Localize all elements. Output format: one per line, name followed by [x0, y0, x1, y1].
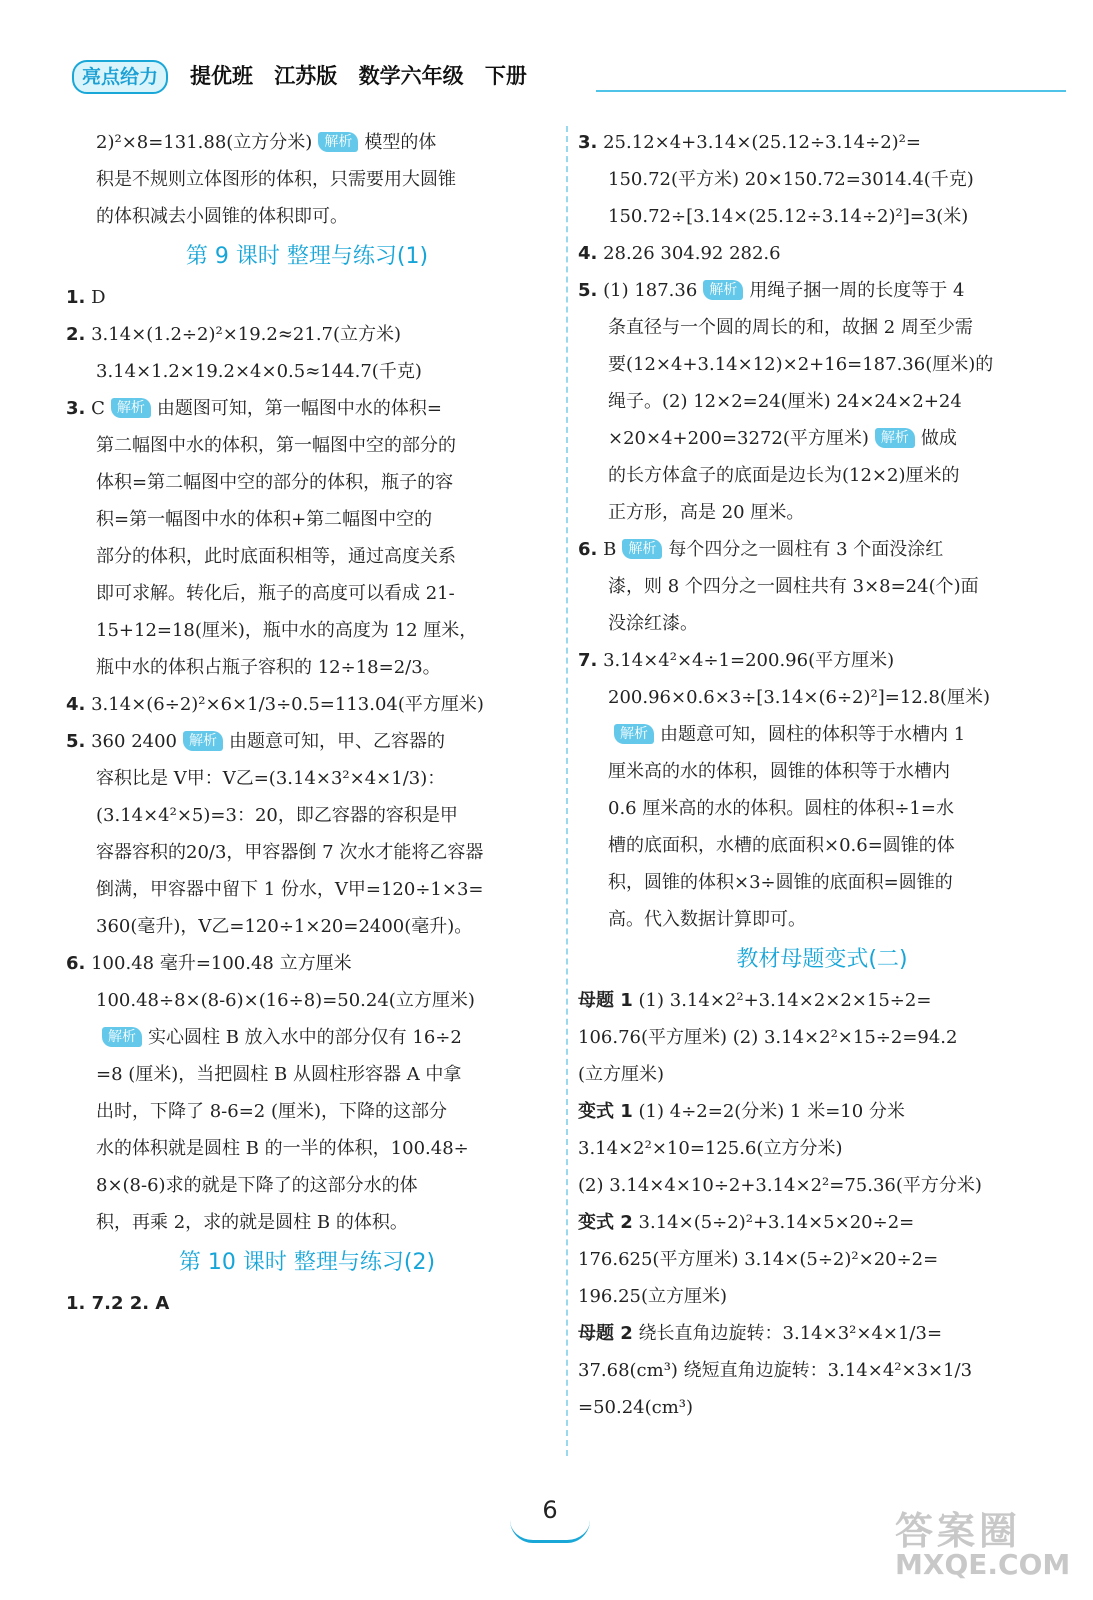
answer-text: =50.24(cm³) [578, 1397, 694, 1418]
question-number: 3. [66, 398, 86, 419]
answer-line [66, 124, 548, 161]
problem-label: 变式 2 [578, 1212, 633, 1233]
page-number: 6 [542, 1496, 558, 1524]
analysis-tag: 解析 [875, 428, 915, 448]
answer-line [66, 1019, 548, 1056]
answer-text: 28.26 304.92 282.6 [603, 243, 781, 264]
analysis-text: 实心圆柱 B 放入水中的部分仅有 16÷2 [148, 1027, 462, 1048]
answer-text: =8 (厘米)，当把圆柱 B 从圆柱形容器 A 中拿 [96, 1064, 462, 1085]
page-header [72, 58, 1062, 98]
answer-text: 第二幅图中水的体积，第一幅图中空的部分的 [96, 435, 456, 456]
answer-text: 厘米高的水的体积，圆锥的体积等于水槽内 [608, 761, 950, 782]
answer-line [66, 427, 548, 464]
book-title: 提优班 江苏版 数学六年级 下册 [190, 64, 527, 88]
answer-line [66, 945, 548, 982]
answer-text: 100.48 毫升=100.48 立方厘米 [91, 953, 352, 974]
answer-line [66, 1130, 548, 1167]
answer-line [578, 827, 1066, 864]
answer-line [578, 1167, 1066, 1204]
answer-line [66, 1204, 548, 1241]
column-divider [566, 126, 568, 1456]
question-number: 4. [66, 694, 86, 715]
answer-line [66, 316, 548, 353]
page-number-arc [510, 1520, 590, 1543]
answer-line [578, 1352, 1066, 1389]
answer-text: 高。代入数据计算即可。 [608, 909, 806, 930]
answer-text: 部分的体积，此时底面积相等，通过高度关系 [96, 546, 456, 567]
answer-text: C [91, 398, 105, 419]
answer-line [578, 457, 1066, 494]
answer-line [66, 686, 548, 723]
right-column [578, 124, 1066, 1426]
question-number: 4. [578, 243, 598, 264]
answer-text: 正方形，高是 20 厘米。 [608, 502, 805, 523]
answer-line [578, 420, 1066, 457]
answer-text: 106.76(平方厘米) (2) 3.14×2²×15÷2=94.2 [578, 1027, 958, 1048]
answer-line [578, 864, 1066, 901]
answer-text: 积，圆锥的体积×3÷圆锥的底面积=圆锥的 [608, 872, 953, 893]
section-heading: 第 9 课时 整理与练习(1) [185, 244, 429, 269]
answer-text: 出时，下降了 8-6=2 (厘米)，下降的这部分 [96, 1101, 448, 1122]
watermark-logo: 答案圈 [895, 1509, 1022, 1553]
analysis-tag: 解析 [111, 398, 151, 418]
question-number: 5. [578, 280, 598, 301]
question-number: 7. [578, 650, 598, 671]
answer-line [66, 575, 548, 612]
answer-text: 水的体积就是圆柱 B 的一半的体积，100.48÷ [96, 1138, 469, 1159]
answer-text: 的长方体盒子的底面是边长为(12×2)厘米的 [608, 465, 960, 486]
answer-line [578, 642, 1066, 679]
answer-text: 3.14×4²×4÷1=200.96(平方厘米) [603, 650, 895, 671]
analysis-tag: 解析 [318, 132, 358, 152]
answer-text: 37.68(cm³) 绕短直角边旋转：3.14×4²×3×1/3 [578, 1360, 973, 1381]
answer-line [66, 723, 548, 760]
answer-line [578, 1019, 1066, 1056]
question-number: 6. [66, 953, 86, 974]
answer-line [66, 1056, 548, 1093]
brand-badge: 亮点给力 [72, 60, 168, 94]
answer-text: 2)²×8=131.88(立方分米) [96, 132, 313, 153]
analysis-text: 用绳子捆一周的长度等于 4 [749, 280, 965, 301]
answer-line [578, 1278, 1066, 1315]
question-number: 6. [578, 539, 598, 560]
answer-line [578, 494, 1066, 531]
answer-text: 条直径与一个圆的周长的和，故捆 2 周至少需 [608, 317, 973, 338]
answer-line [578, 235, 1066, 272]
answer-line [66, 797, 548, 834]
answer-text: 360(毫升)，V乙=120÷1×20=2400(毫升)。 [96, 916, 473, 937]
answer-text: 360 2400 [91, 731, 177, 752]
answer-line [66, 760, 548, 797]
answer-text: 要(12×4+3.14×12)×2+16=187.36(厘米)的 [608, 354, 994, 375]
problem-label: 变式 1 [578, 1101, 633, 1122]
answer-text: 8×(8-6)求的就是下降了的这部分水的体 [96, 1175, 418, 1196]
answer-text: 150.72(平方米) 20×150.72=3014.4(千克) [608, 169, 974, 190]
answer-text: (1) 4÷2=2(分米) 1 米=10 分米 [638, 1101, 905, 1122]
analysis-tag: 解析 [614, 724, 654, 744]
answer-text: (2) 3.14×4×10÷2+3.14×2²=75.36(平方分米) [578, 1175, 982, 1196]
section-heading: 第 10 课时 整理与练习(2) [178, 1250, 436, 1275]
answer-text: 200.96×0.6×3÷[3.14×(6÷2)²]=12.8(厘米) [608, 687, 990, 708]
answer-line [66, 501, 548, 538]
answer-text: 即可求解。转化后，瓶子的高度可以看成 21- [96, 583, 455, 604]
answer-line [578, 346, 1066, 383]
answer-line [578, 1056, 1066, 1093]
answer-line [66, 161, 548, 198]
question-number: 2. [66, 324, 86, 345]
answer-text: 体积=第二幅图中空的部分的体积，瓶子的容 [96, 472, 454, 493]
analysis-tag: 解析 [102, 1027, 142, 1047]
left-column [66, 124, 548, 1322]
answer-text: (立方厘米) [578, 1064, 665, 1085]
analysis-tag: 解析 [183, 731, 223, 751]
answer-line [578, 982, 1066, 1019]
answer-line [578, 198, 1066, 235]
answer-line [578, 1204, 1066, 1241]
answer-text: 没涂红漆。 [608, 613, 698, 634]
answer-line [66, 612, 548, 649]
answer-text: 槽的底面积，水槽的底面积×0.6=圆锥的体 [608, 835, 955, 856]
analysis-text: 模型的体 [364, 132, 437, 153]
answer-text: 容器容积的20/3，甲容器倒 7 次水才能将乙容器 [96, 842, 484, 863]
analysis-text: 由题图可知，第一幅图中水的体积= [156, 398, 442, 419]
answer-line [66, 834, 548, 871]
answer-line [578, 568, 1066, 605]
answer-text: 绳子。(2) 12×2=24(厘米) 24×24×2+24 [608, 391, 962, 412]
analysis-tag: 解析 [622, 539, 662, 559]
analysis-text: 由题意可知，甲、乙容器的 [229, 731, 445, 752]
answer-line [66, 198, 548, 235]
answer-line [578, 161, 1066, 198]
answer-text: 3.14×(1.2÷2)²×19.2≈21.7(立方米) [91, 324, 402, 345]
answer-line [66, 538, 548, 575]
answer-text: 绕长直角边旋转：3.14×3²×4×1/3= [638, 1323, 943, 1344]
answer-line [578, 1093, 1066, 1130]
answer-text: 0.6 厘米高的水的体积。圆柱的体积÷1=水 [608, 798, 954, 819]
answer-line [578, 1241, 1066, 1278]
answer-text: 3.14×1.2×19.2×4×0.5≈144.7(千克) [96, 361, 422, 382]
answer-line [66, 279, 548, 316]
answer-line [578, 716, 1066, 753]
answer-text: 3.14×2²×10=125.6(立方分米) [578, 1138, 843, 1159]
answer-line [66, 908, 548, 945]
answer-line [578, 1130, 1066, 1167]
question-number: 5. [66, 731, 86, 752]
header-rule [596, 90, 1066, 92]
answer-line [578, 531, 1066, 568]
answer-text: 25.12×4+3.14×(25.12÷3.14÷2)²= [603, 132, 921, 153]
answer-line [66, 1093, 548, 1130]
answer-line [578, 272, 1066, 309]
answer-line: 1. 7.2 2. A [66, 1293, 170, 1314]
answer-line [578, 309, 1066, 346]
answer-line [578, 1389, 1066, 1426]
answer-line [578, 605, 1066, 642]
answer-text: 积=第一幅图中水的体积+第二幅图中空的 [96, 509, 433, 530]
answer-text: 196.25(立方厘米) [578, 1286, 728, 1307]
question-number: 1. [66, 287, 86, 308]
analysis-text: 由题意可知，圆柱的体积等于水槽内 1 [660, 724, 966, 745]
answer-line [66, 353, 548, 390]
answer-text: (1) 3.14×2²+3.14×2×2×15÷2= [638, 990, 932, 1011]
problem-label: 母题 1 [578, 990, 633, 1011]
answer-text: 瓶中水的体积占瓶子容积的 12÷18=2/3。 [96, 657, 441, 678]
answer-text: 15+12=18(厘米)，瓶中水的高度为 12 厘米， [96, 620, 478, 641]
answer-line [66, 871, 548, 908]
answer-text: 漆，则 8 个四分之一圆柱共有 3×8=24(个)面 [608, 576, 979, 597]
answer-line [578, 124, 1066, 161]
problem-label: 母题 2 [578, 1323, 633, 1344]
answer-text: 3.14×(6÷2)²×6×1/3÷0.5=113.04(平方厘米) [91, 694, 484, 715]
answer-text: B [603, 539, 617, 560]
analysis-text: 做成 [920, 428, 957, 449]
answer-line [578, 753, 1066, 790]
answer-line [66, 464, 548, 501]
answer-line [66, 1167, 548, 1204]
answer-text: 的体积减去小圆锥的体积即可。 [96, 206, 348, 227]
watermark-url: MXQE.COM [895, 1548, 1071, 1581]
answer-text: 积，再乘 2，求的就是圆柱 B 的体积。 [96, 1212, 408, 1233]
answer-line [578, 790, 1066, 827]
answer-line [66, 982, 548, 1019]
answer-text: 积是不规则立体图形的体积，只需要用大圆锥 [96, 169, 456, 190]
answer-line [66, 390, 548, 427]
analysis-tag: 解析 [703, 280, 743, 300]
answer-text: 容积比是 V甲：V乙=(3.14×3²×4×1/3)： [96, 768, 446, 789]
answer-text: (1) 187.36 [603, 280, 698, 301]
question-number: 3. [578, 132, 598, 153]
answer-text: 倒满，甲容器中留下 1 份水，V甲=120÷1×3= [96, 879, 484, 900]
analysis-text: 每个四分之一圆柱有 3 个面没涂红 [668, 539, 944, 560]
answer-text: D [91, 287, 106, 308]
answer-text: 100.48÷8×(8-6)×(16÷8)=50.24(立方厘米) [96, 990, 475, 1011]
answer-text: 3.14×(5÷2)²+3.14×5×20÷2= [638, 1212, 915, 1233]
answer-line [578, 901, 1066, 938]
answer-text: ×20×4+200=3272(平方厘米) [608, 428, 869, 449]
answer-line [66, 649, 548, 686]
section-heading: 教材母题变式(二) [736, 947, 908, 972]
answer-text: 176.625(平方厘米) 3.14×(5÷2)²×20÷2= [578, 1249, 939, 1270]
answer-line [578, 383, 1066, 420]
answer-text: 150.72÷[3.14×(25.12÷3.14÷2)²]=3(米) [608, 206, 969, 227]
answer-line [578, 1315, 1066, 1352]
answer-line [578, 679, 1066, 716]
answer-text: (3.14×4²×5)=3：20，即乙容器的容积是甲 [96, 805, 458, 826]
